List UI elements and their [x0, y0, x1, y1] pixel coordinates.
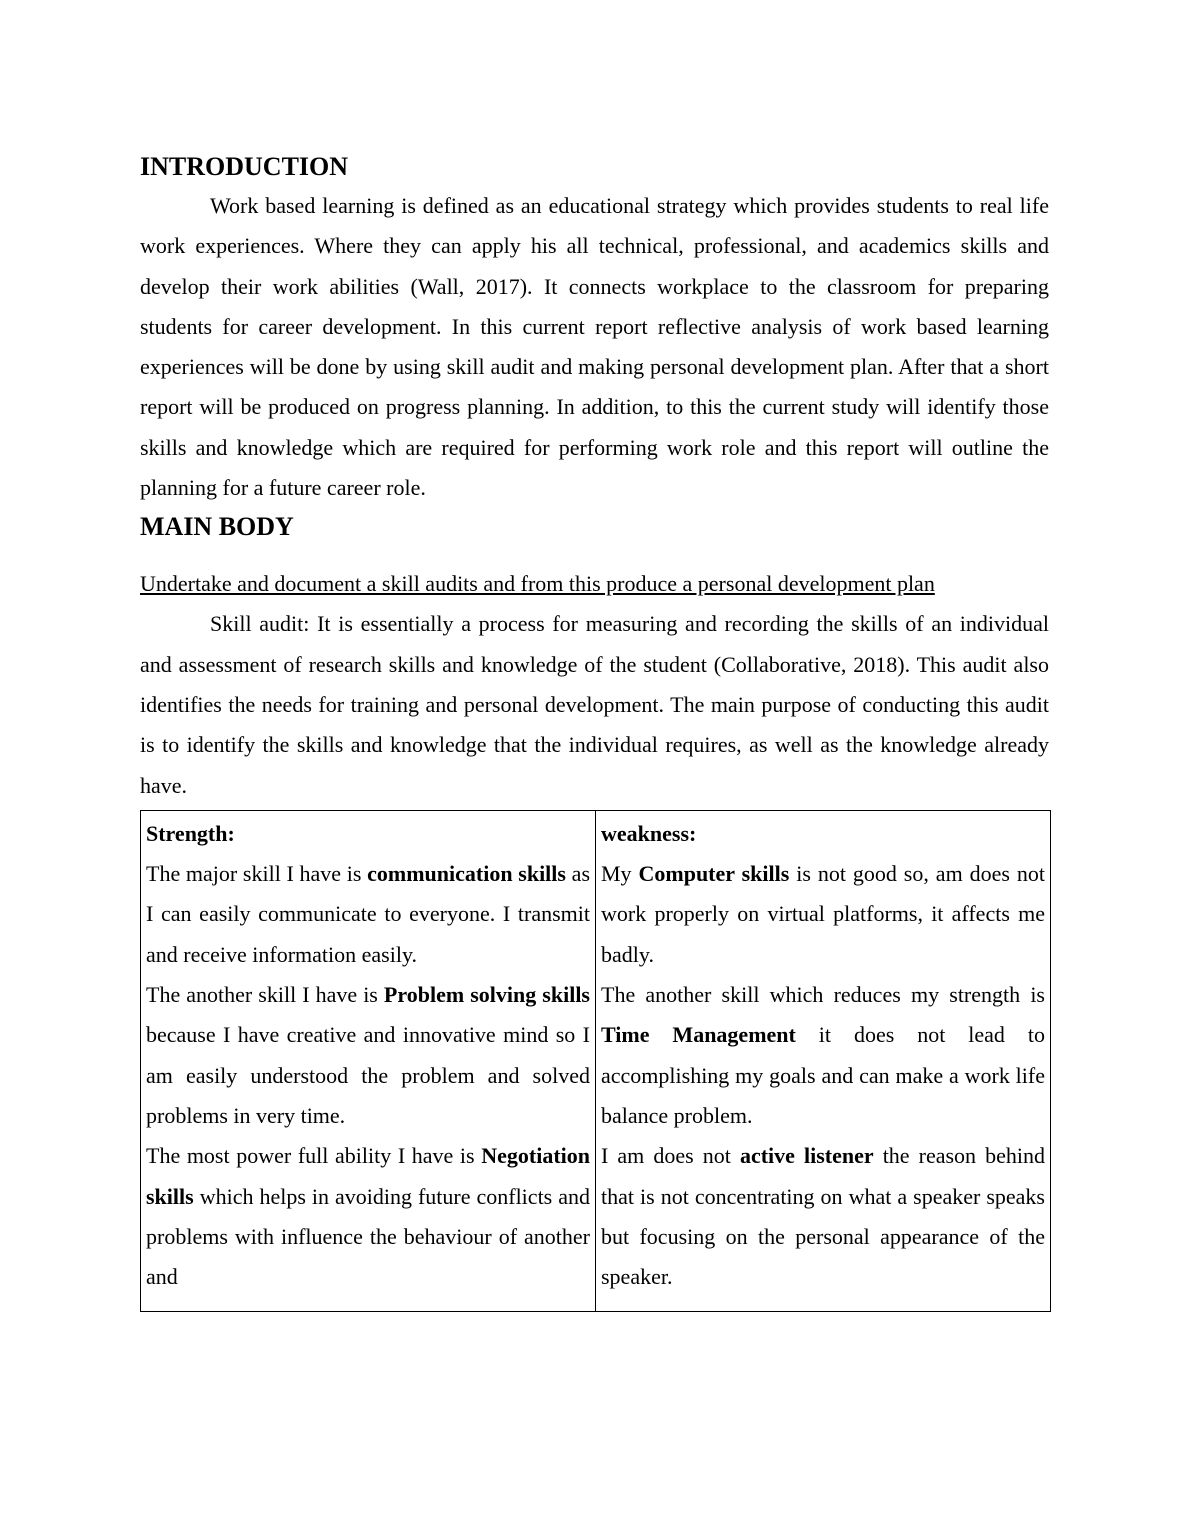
entry-text: the reason behind that is not concentrating on what a speaker speaks but focusing on the personal appearance of the speaker. — [601, 1143, 1046, 1290]
entry-text: The another skill I have is — [146, 982, 384, 1008]
entry-text: The major skill I have is — [146, 861, 368, 887]
entry-text: which helps in avoiding future conflicts and problems with influence the behaviour of another and — [146, 1183, 590, 1290]
document-page — [140, 148, 1049, 1312]
introduction-heading: INTRODUCTION — [140, 152, 349, 181]
entry-text: is not good so, am does not work properly on virtual platforms, it affects me badly. — [601, 861, 1045, 967]
entry-bold-skill: Negotiation skills — [146, 1143, 590, 1209]
strength-title: Strength: — [146, 820, 235, 846]
strength-cell — [141, 810, 596, 1312]
entry-text: The most power full ability I have is — [146, 1143, 482, 1169]
introduction-paragraph: Work based learning is defined as an educational strategy which provides students to real life work experiences. Where they can apply his all technical, professional, and academics skills and develop their work abilities (Wall, 2017). It connects workplace to the classroom for preparing students for career development. In this current report reflective analysis of work based learning experiences will be done by using skill audit and making personal development plan. After that a short report will be produced on progress planning. In addition, to this the current study will identify those skills and knowledge which are required for performing work role and this report will outline the planning for a future career role. — [140, 193, 1049, 501]
skills-audit-table — [140, 810, 1051, 1313]
entry-bold-skill: Computer skills — [638, 861, 790, 887]
strength-entry-2 — [146, 975, 590, 1136]
entry-text: I am does not — [601, 1143, 740, 1169]
strength-entry-1 — [146, 854, 590, 975]
main-body-heading: MAIN BODY — [140, 512, 294, 542]
entry-bold-skill: Problem solving skills — [383, 982, 590, 1008]
entry-bold-skill: active listener — [739, 1143, 874, 1169]
table-row — [141, 810, 1051, 1312]
entry-text: The another skill which reduces my strength is — [601, 982, 1045, 1008]
entry-text: My — [601, 861, 639, 887]
entry-text: as I can easily communicate to everyone. I transmit and receive information easily. — [146, 861, 591, 967]
weakness-title: weakness: — [601, 820, 697, 846]
weakness-cell — [596, 810, 1051, 1312]
weakness-entry-3 — [601, 1136, 1045, 1297]
weakness-entry-1 — [601, 854, 1045, 975]
skill-audit-subheading: Undertake and document a skill audits and from this produce a personal development plan — [140, 571, 935, 597]
entry-bold-skill: Time Management — [601, 1022, 796, 1048]
entry-bold-skill: communication skills — [367, 861, 566, 887]
entry-text: because I have creative and innovative mind so I am easily understood the problem and solved problems in very time. — [146, 1022, 590, 1128]
strength-entry-3 — [146, 1136, 590, 1297]
weakness-entry-2 — [601, 975, 1045, 1136]
skill-audit-paragraph: Skill audit: It is essentially a process for measuring and recording the skills of an individual and assessment of research skills and knowledge of the student (Collaborative, 2018). This audit also identifies the needs for training and personal development. The main purpose of conducting this audit is to identify the skills and knowledge that the individual requires, as well as the knowledge already have. — [140, 611, 1049, 798]
entry-text: it does not lead to accomplishing my goals and can make a work life balance problem. — [601, 1022, 1045, 1128]
